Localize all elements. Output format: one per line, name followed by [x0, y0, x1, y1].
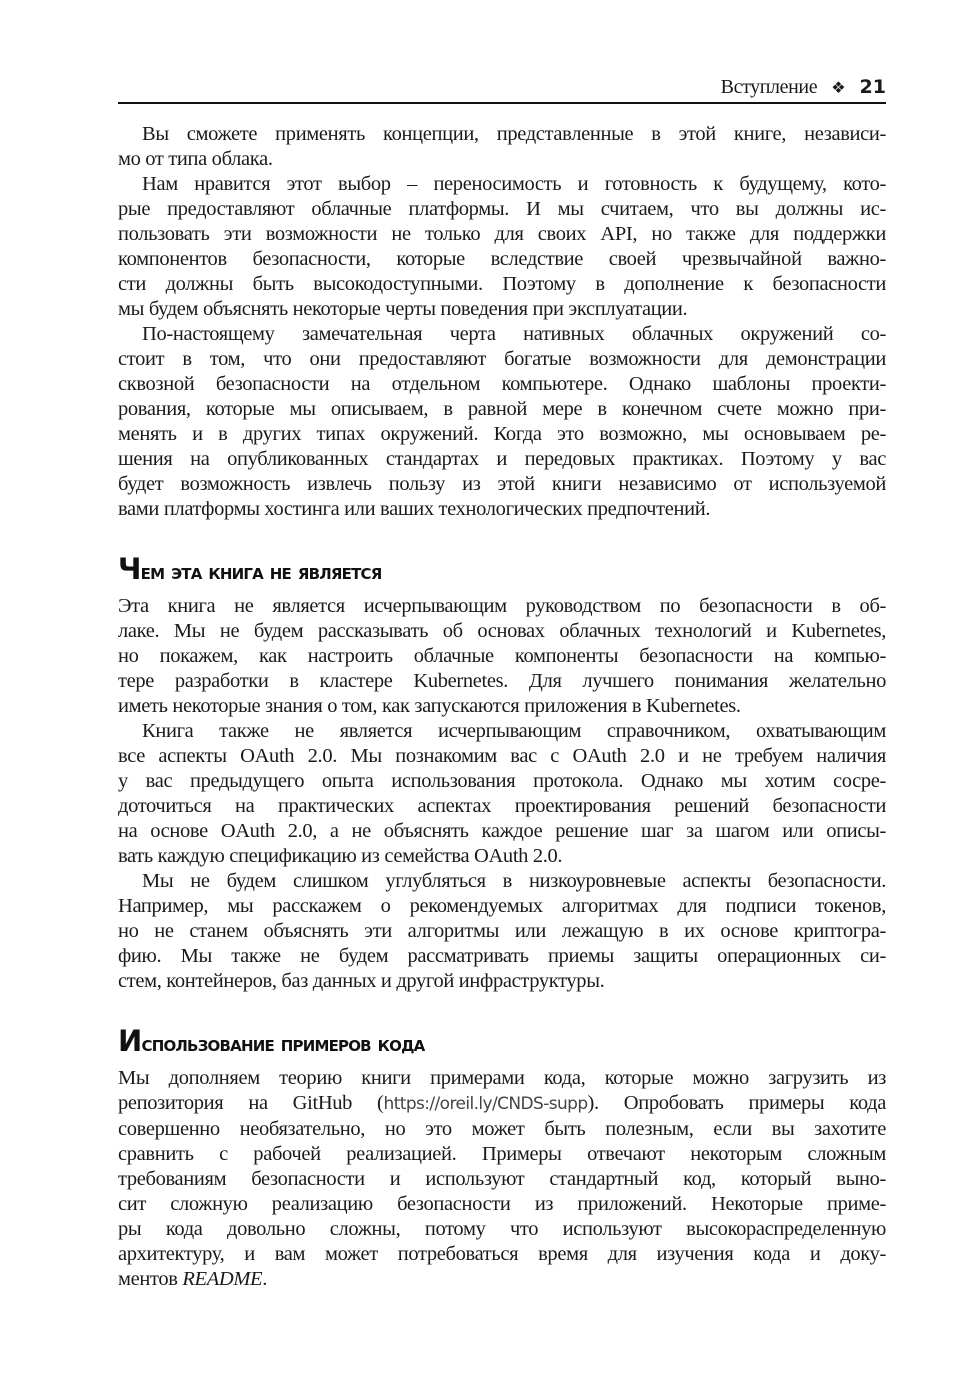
paragraph — [118, 172, 886, 322]
text-line: у вас предыдущего опыта использования протокола. Однако мы хотим сосре- — [118, 770, 886, 792]
paragraph — [118, 1066, 886, 1292]
text-line: пользовать эти возможности не только для своих API, но также для поддержки — [118, 223, 886, 245]
text-line: Мы дополняем теорию книги примерами кода, которые можно загрузить из — [118, 1067, 886, 1089]
text-line: Эта книга не является исчерпывающим руководством по безопасности в об- — [118, 595, 886, 617]
text-line: менять и в других типах окружений. Когда это возможно, мы основываем ре- — [118, 423, 886, 445]
repo-link[interactable]: https://oreil.ly/CNDS-supp — [383, 1094, 588, 1114]
text-line: доточиться на практических аспектах проектирования решений безопасности — [118, 795, 886, 817]
text-line: лаке. Мы не будем рассказывать об основах облачных технологий и Kubernetes, — [118, 620, 886, 642]
paragraph — [118, 719, 886, 869]
text-line: фию. Мы также не будем рассматривать приемы защиты операционных си- — [118, 945, 886, 967]
text-line — [118, 1091, 886, 1117]
ornament-icon: ❖ — [831, 78, 846, 97]
text-segment: ). Опробовать примеры кода — [587, 1092, 886, 1114]
text-line: мы будем объяснять некоторые черты поведения при эксплуатации. — [118, 298, 688, 320]
text-line: но покажем, как настроить облачные компоненты безопасности на компью- — [118, 645, 886, 667]
text-line: Книга также не является исчерпывающим справочником, охватывающим — [142, 720, 886, 742]
paragraph — [118, 594, 886, 719]
text-line: сквозной безопасности на отдельном компьютере. Однако шаблоны проекти- — [118, 373, 886, 395]
text-line — [118, 1267, 886, 1292]
page-body — [118, 122, 886, 1292]
running-header — [118, 74, 886, 104]
text-line: сравнить с рабочей реализацией. Примеры отвечают некоторым сложным — [118, 1143, 886, 1165]
heading-text: спользование примеров кода — [141, 1032, 425, 1057]
text-line: совершенно необязательно, но это может быть полезным, если вы захотите — [118, 1118, 886, 1140]
heading-initial: И — [118, 1024, 142, 1058]
running-title: Вступление — [720, 76, 818, 98]
paragraph — [118, 869, 886, 994]
heading-initial: Ч — [118, 552, 141, 586]
text-line: компонентов безопасности, которые вследствие своей чрезвычайной важно- — [118, 248, 886, 270]
text-line: тере разработки в кластере Kubernetes. Для лучшего понимания желательно — [118, 670, 886, 692]
text-line: ры кода довольно сложны, потому что используют высокораспределенную — [118, 1218, 886, 1240]
section-heading — [118, 552, 886, 586]
text-line: Например, мы расскажем о рекомендуемых алгоритмах для подписи токенов, — [118, 895, 886, 917]
heading-text: ем эта книга не является — [140, 560, 382, 585]
text-line: все аспекты OAuth 2.0. Мы познакомим вас с OAuth 2.0 и не требуем наличия — [118, 745, 886, 767]
text-line: требованиям безопасности и используют стандартный код, который выно- — [118, 1168, 886, 1190]
text-line: мо от типа облака. — [118, 148, 273, 170]
readme-emphasis: README — [182, 1268, 263, 1290]
text-line: но не станем объяснять эти алгоритмы или лежащую в их основе криптогра- — [118, 920, 886, 942]
text-line: сти должны быть высокодоступными. Поэтому в дополнение к безопасности — [118, 273, 886, 295]
page-number: 21 — [859, 76, 886, 98]
paragraph — [118, 122, 886, 172]
text-line: стем, контейнеров, баз данных и другой инфраструктуры. — [118, 970, 605, 992]
text-line: рования, которые мы описываем, в равной мере в конечном счете можно при- — [118, 398, 886, 420]
text-segment: . — [262, 1268, 267, 1290]
text-line: Вы сможете применять концепции, представленные в этой книге, независи- — [142, 123, 886, 145]
text-line: будет возможность извлечь пользу из этой книги независимо от используемой — [118, 473, 886, 495]
text-line: иметь некоторые знания о том, как запускаются приложения в Kubernetes. — [118, 695, 741, 717]
text-line: сит сложную реализацию безопасности из приложений. Некоторые приме- — [118, 1193, 886, 1215]
header-right — [721, 76, 886, 99]
text-line: По-настоящему замечательная черта нативных облачных окружений со- — [142, 323, 886, 345]
section-heading — [118, 1024, 886, 1058]
text-line: вами платформы хостинга или ваших технологических предпочтений. — [118, 498, 711, 520]
text-line: архитектуру, и вам может потребоваться время для изучения кода и доку- — [118, 1243, 886, 1265]
text-line: шения на опубликованных стандартах и передовых практиках. Поэтому у вас — [118, 448, 886, 470]
text-line: рые предоставляют облачные платформы. И мы считаем, что вы должны ис- — [118, 198, 886, 220]
text-segment: ментов — [118, 1268, 183, 1290]
paragraph — [118, 322, 886, 522]
text-line: стоит в том, что они предоставляют богатые возможности для демонстрации — [118, 348, 886, 370]
text-line: вать каждую спецификацию из семейства OAuth 2.0. — [118, 845, 563, 867]
text-segment: репозитория на GitHub ( — [118, 1092, 384, 1114]
text-line: на основе OAuth 2.0, а не объяснять каждое решение шаг за шагом или описы- — [118, 820, 886, 842]
text-line: Нам нравится этот выбор – переносимость и готовность к будущему, кото- — [142, 173, 886, 195]
text-line: Мы не будем слишком углубляться в низкоуровневые аспекты безопасности. — [142, 870, 886, 892]
